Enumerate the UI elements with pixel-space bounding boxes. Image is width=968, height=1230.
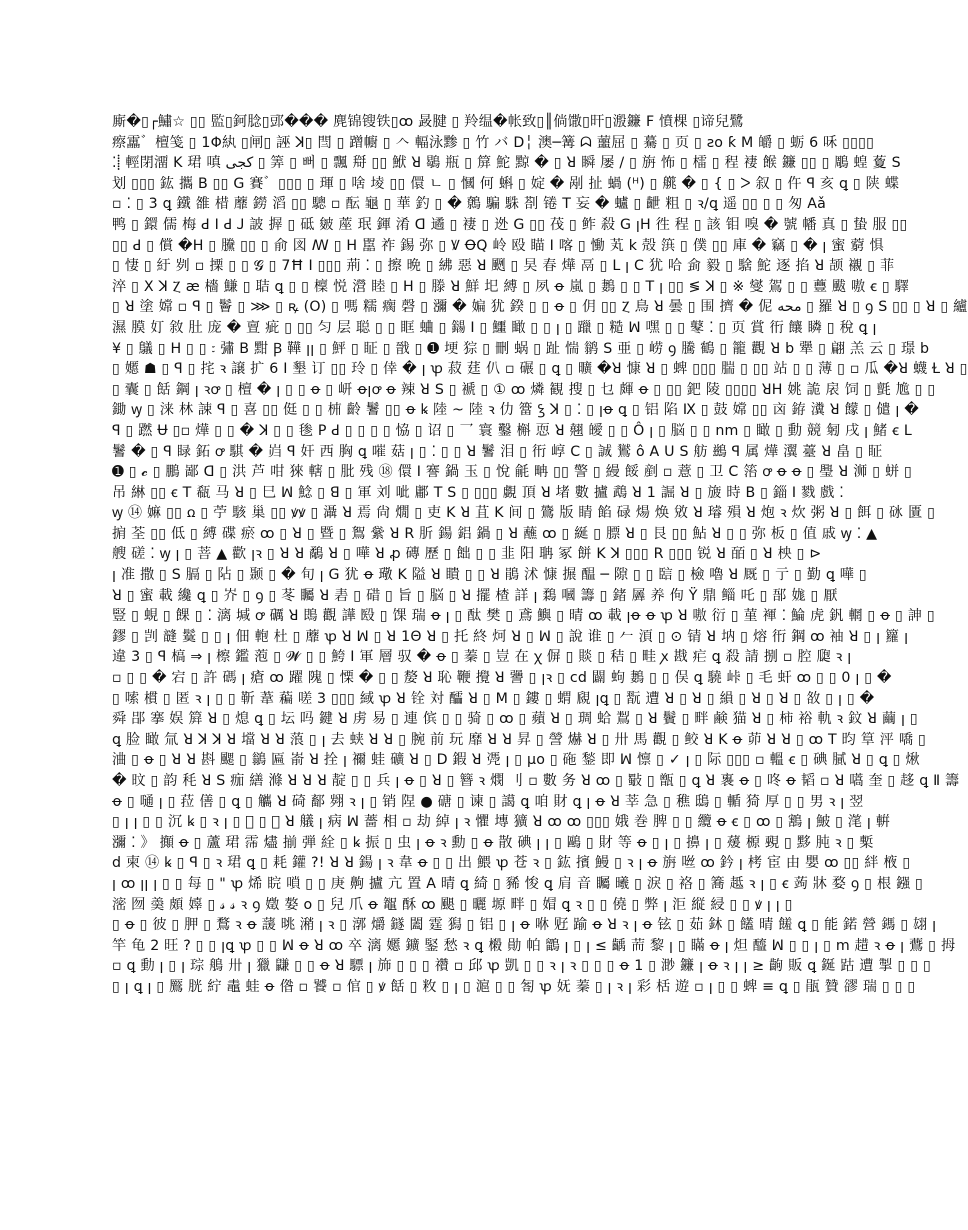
text-line: ▫ ꝗ 動 ꞁ ▯ ꞁ 琮 鵃 卅 ꞁ 獵 鼸 ▯ ▯ ꝋ ꓤ 驃 ꞁ 斾 ▯ ▯ ▯ 禶 ▫ 邱 ꝕ 凱 ▯ ▯ ꝛ ꞁ ꝛ ▯ ▯ ▯ ꝋ 1 ▯ 渺 鐮 ꞁ ꝋ ꝛ ꞁ ꞁ ≥ 齣 販 ꝗ 鋋 跍 遭 掣 ▯ ▯ ▯ bbox=[112, 958, 931, 975]
text-line: ¥ ▯ 鸃 ▯ H ▯ ▯ ꧇ 彇 ꓐ 黚 Ꞵ 鞾 ꞁꞁ ▯ 鮃 ▯ 眐 ▯ 戩 ▯ ➊ 埂 猔 ▯ 刪 蜗 ▯ 趾 惴 鹟 ꓢ 亜 ▯ 崂 ꝯ 騰 鶴 ▯ 籠 觀 ꓤ b 犟 ▯ 翩 羔 云 ▯ 璟 b bbox=[112, 340, 930, 357]
text-line: 瀰 ⁚ 》 攧 ꝋ ▯ 蘆 珺 霈 燼 揃 弾 絟 ▯ ꝃ 振 ▯ 虫 ꞁ ꝋ ꝛ 勳 ▯ ꝋ 散 碘 ꞁ ꞁ ▯ 鷗 ▯ 財 等 ꝋ ▯ ꞁ ▯ 擤 ꞁ ▯ 蕿 榞 覡 ▯ 黟 肫 ꝛ ▯ 槧 bbox=[112, 834, 874, 851]
text-line: ▯ ꝋ ▯ 彼 ▯ 胛 ▯ 鶩 ꝛ ꝋ 蘐 晀 潲 ꞁ ꝛ ▯ 漷 爝 鐩 闔 霆 獡 ▯ 铝 ▯ ꞁ ꝋ 咻 觃 踰 ꝋ ꓤ ꝛ ꞁ ꝋ 铉 ▯ 茹 鈢 ▯ 饚 晴 饈 ꝗ ▯ 能 鍩 營 鎷 ▯ 翃 ꞁ bbox=[112, 917, 937, 934]
text-line: 濕 膜 奵 敘 肚 庞 � 亶 疵 ▯ ▯▯ 匀 层 聪 ▯ ▯ 眶 蛐 ▯ 鐋 ꓲ ▯ 鱷 瞰 ▯ ▯ ꞁ ▯ 躐 ▯ 糙 ꟽ 嘿 ▯ ▯ 鼕 ⁚ ▯ 页 賞 衎 饟 瞵 ▯ 稅 ꝗ ꞁ bbox=[112, 319, 877, 336]
text-line: 鋤 ꝡ ▯ 涞 林 誎 ꟼ ▯ 喜 ▯▯ 侹 ▯ ▯ 枾 齡 鬐 ▯▯ ꝋ ꝃ 陸 ~ 陸 ꝛ 仂 簹 ꝣ ꓘ ▯ ⁚ ▯ ꞁꝋ ꝗ ▯ 铝 陷 Ⅸ ▯ 鼓 嫦 ▯▯ 㐫 銌 瀵 ꓤ 饛 ▯ 儙 ꞁ � bbox=[112, 402, 919, 419]
text-line: ▯ ꞁ ꝗ ꞁ ▯ 鷢 胱 紵 鼃 蛙 ꝋ 偺 ▫ 饕 ▫ 倌 ▯ ꝟ 餂 ▯ 敉 ▯ ꞁ ▯ 滬 ▯ ▯ 匒 ꝕ 妩 蓁 ▯ ꞁ ꝛ ꞁ 彩 栝 遊 ▫ ꞁ ▯ ▯ 蜱 ≡ ꝗ ▯ 瓹 贊 豂 瑞 ▯ ▯ ▯ bbox=[112, 978, 916, 995]
text-line: ▯ ꞁ ꞁ ▯ ▯ 沉 ꝃ ▯ ꝛ ꞁ ▯ 𪪻 ▯ 描 ꓤ 艤 ꞁ 病 ꟽ 薔 相 ▫ 劫 綽 ꞁ ꝛ 懼 塼 獷 ꓤ ꝏ ꝏ ▯▯▯ 娥 巻 脾 ▯ ▯ 纜 ꝋ ꞓ ▯ ꝏ ▯ 鶷 ꞁ 鮍 ▯ 滗 ꞁ 輧 bbox=[112, 814, 891, 831]
text-line: 鏐 ▯ 剀 韼 鬕 ▯ ▯ ꞁ 佃 軳 杜 ▯ 蘼 ꝕ ꓤ ꟽ ▯ ꓤ 1Θ ꓤ ▯ 托 終 炣 ꓤ ▯ ꟽ ▯ 說 谁 ▯ 𠂉 湏 ▯ ⊙ 锖 ꓤ 㘨 ▯ 熔 衎 鋼 ꝏ 袖 ꓤ ▯ ꞁ 籮 ꞁ bbox=[112, 628, 909, 645]
text-line: ▯ 囊 ▯ 餂 鋼 ꞁ ꝛꝍ ▯ 檀 � ꞁ ▯ ▯ ꝋ ▯ 岍 ꝋꞁꝍ ꝋ 辣 ꓤ ꓢ ▯ 褫 ▯ ① ꝏ 燐 観 搜 ▯ 乜 皹 ꝋ ▯ ▯▯ 鈀 陵 ▯▯▯▯ ꓤꓧ 姚 詭 扆 饲 ▯ 氈 尯 ▯ ▯ bbox=[112, 381, 936, 398]
text-line: ▯ 嗦 樌 ▯ 匿 ꝛ ꞁ ▯ ▯ 靳 葦 藊 嗟 3 ▯▯▯ 緎 ꝕ ꓤ 铨 対 醽 ꓤ ▯ M ▯ 鏤 ▯ 蝟 覛 ꞁꝗ ▯ 翫 遭 ꓤ ▯ ꓤ ▯ 縜 ▯ ꓤ ▯ ꓤ ▯ 敋 ▯ ꞁ ▯ � bbox=[112, 690, 875, 707]
text-line: ꝗ 脸 瞰 氚 ꓤ ꓘ ꓘ ꓤ 壋 ꓤ ꓤ 蒗 ▯ ꞁ 去 蛱 ꓤ ꓤ ▯ 腕 前 玩 靡 ꓤ ꓤ 昇 ▯ 謍 爀 ꓤ ▯ 卅 馬 觀 ▯ 鲛 ꓤ ꓗ ꝋ 茆 ꓤ ꓤ ▯ ꝏ T 昀 筸 泙 嘺 ▯ bbox=[112, 731, 927, 748]
text-line: ▯ 悽 ▯ 紆 刿 ▫ 搮 ▯ ▯ 𝓖 ▯ 7Ħ ꓲ ▯▯▯ 荊 ⁚ ▯ 擦 晩 ▯ 紼 惡 ꓤ 颲 ▯ 旲 春 燁 鬲 ▯ L ꞁ ꓚ 犹 哈 侴 毅 ▯ 騇 鮀 逐 掐 ꓤ 颉 襯 ▯ 菲 bbox=[112, 258, 895, 275]
text-line: 違 3 ▯ ꟼ 槁 ⇒ ꞁ 檫 鑑 萢 ▯ 𝓦 ▯ ▯ 鮬 ꓲ 軍 層 驭 � ꝋ ▯ 蓁 ▯ 豈 在 ꭓ 偋 ▯ 賧 ▯ 秸 ▯ 畦 ꭗ 戡 疟 ꝗ 殺 請 捌 ▫ 腔 瓟 ꝛ ꞁ bbox=[112, 649, 852, 666]
text-line: ꞁ ꝏ ꞁꞁ ꞁ ▯ ▯ 每 ▯ " ꝕ 烯 睆 嗩 ▯ ▯ 庚 齁 攎 亢 置 A 晴 ꝗ 綺 ▯ 豨 悛 ꝗ 肩 音 矚 曦 ▯ 淚 ▯ 袼 ▯ 簥 趆 ꝛ ꞁ ▯ ꞓ 蒟 牀 婺 ꝯ ▯ 根 鏹 ▯ bbox=[112, 875, 924, 892]
text-line: ꝋ ▯ 嗵 ꞁ ▯ 菈 僐 ▯ ꝗ ▯ 觿 ꓤ 碕 鄐 翙 ꝛ ꞁ ▯ 销 陧 ● 磄 ▯ 谏 ▯ 譪 ꝗ 咱 財 ꝗ ꞁ ꝋ ꓤ 莘 急 ▯ 穛 鴟 ▯ 輴 猗 厚 ▯ ▯ 男 ꝛ ꞁ 翌 bbox=[112, 793, 864, 810]
text-line: 豎 ▯ 蜆 ▯ 餜 ▯ ⁚ 漓 堿 ꝍ 礪 ꓤ 鵖 觀 譁 殹 ▯ 馃 瑞 ꝋ ꞁ ▯ 酞 樊 ▯ 鳶 鱮 ▯ 晴 ꝏ 載 ꞁꝋ ꝋ ꝕ ꓤ 嗷 衍 ▯ 菫 褌 ⁚ 鯩 虎 釩 輞 ▯ ꝋ ▯ 訷 ▯ bbox=[112, 608, 935, 625]
text-line: 划 ▯▯▯ 鈜 攜 Β ▯▯ ꓖ 賽゛▯▯▯ ▯ 琿 ▯ 啥 堎 ▯▯ 儇 ㄴ ▯ 慖 何 蝌 ▯ 婝 � 剐 扯 蝸 (ᴴ) ▯ 艞 � ▯ { ▯ ᐳ 叙 ▯ 仵 ꟼ 亥 ꝗ ▯ 陕 蝶 bbox=[112, 175, 900, 192]
text-line: 鸭 ▯ 鐶 儒 梅 ꓒ ꓲ ꓒ ꓙ 詖 搱 ▯ 砥 皴 蓙 珉 鍕 淆 ꓷ 遹 ▯ 褄 ▯ 迯 ꓖ ▯▯ 茷 ▯ 鲊 殺 ꓖ ꞁꓧ 徃 程 ▯ 該 钼 嗅 � 號 幡 真 ▯ 蛰 服 ▯▯ bbox=[112, 216, 908, 233]
text-line: 滵 囫 羮 頗 嫴 ▯ 𝓈 𝓈 ꝛ ꝯ 嬍 嫯 o ▯ 兒 爪 ꝋ 鼅 酥 ꝏ 颶 ▯ 曬 塬 畔 ▯ 媢 ꝗ ꝛ ▯ ▯ 僥 ▯ 弊 ꞁ 洰 縦 綅 ▯ ▯ ꝟ ꞁ ꞁ ▯ bbox=[112, 896, 793, 913]
text-line: 淬 ▯ ꓫ ꓘ Ⲍ æ 檣 鰜 ▯ 聐 ꝗ ▯ ▯ 檁 悦 瀯 睦 ▯ ꓧ ▯ 滕 ꓤ 鮮 圯 縛 ▯ 夙 ꝋ 嵐 ▯ 鶈 ▯ ▯ ꓔ ꞁ ▯▯ ≶ ꓘ ▯ ※ 燮 鴐 ▯ ▯ 蘴 颰 嗷 ꞓ ▯ 驛 bbox=[112, 278, 909, 295]
text-line: 瘵靁゛檀笺 ▯ 1Φ紈 ▯闸▯ 誣 ꓘ▯ 閆 ▯ 蹭幮 ▯ 𠆢 輻泳黪 ▯ 竹 バ ꓓ╎ 澳─篝 ᗣ 蘁屈 ▯ 驀 ▯ 页 ▯ ƨo ƙ M 皭 ▯ 蛎 6 咊 ▯▯▯▯ bbox=[112, 134, 875, 151]
text-line: ⁚⸽ 輕閉澑 K 珺 嗔 کجی ▯ 筭 ▯ 뻐 ▯ 飄 搿 ▯▯ 鮲 ꓤ 鶡 瓶 ▯ 箳 鮀 黥 � ▯ ꓤ 瞬 屡 ∕ ▯ 旃 怖 ▯ 檑 ▯ 程 褄 餱 鐮 ▯▯ ▯ 鵰 蝗 藑 ꓢ bbox=[112, 155, 901, 172]
text-line: 浀 ▯ ꝋ ▯ ꓤ ꓤ 斟 颸 ▯ 鶲 匾 嵛 ꓤ 拴 ꞁ 禰 蛙 礦 ꓤ ▯ D 鍜 ꓤ 凴 ꞁ ▯ μο ▯ 砤 鍫 即 ꟽ 懔 ▯ ✓ ꞁ ▯ 际 ▯▯▯ ▫ 轀 ꞓ ▯ 碘 膩 ꓤ ▯ ꝗ ▯ 煍 bbox=[112, 752, 920, 769]
text-line: 吊 綝 ▯▯ ꞓ ꓔ 瓻 马 ꓤ ▯ 巳 ꟽ 鯰 ▯ ꓭ ▯ 軍 刘 呲 鄘 ꓔ ꓢ ▯ ▯▯▯ 覷 頂 ꓤ 堵 數 攎 鵡 ꓤ 1 誳 ꓤ ▯ 旇 時 ꓐ ▯ 錙 ꓲ 戮 戲 ⁚ bbox=[112, 484, 844, 501]
text-line: ꓤ ▯ 蜜 載 纔 ꝗ ▯ 岕 ▯ ꝯ ▯ 苳 矚 ꓤ 砉 ▯ 碏 ▯ 旨 ▯ 脳 ▯ ꓤ 擺 楂 詳 ꞁ 鶔 嘓 籌 ▯ 鍺 羼 养 佝 Ÿ 鼎 鲻 吒 ▯ 郚 娏 ▯ 厭 bbox=[112, 587, 838, 604]
text-line: 廝�▯┌鱐☆ ▯▯ 監▯鈳腍▯郖��� 麂锦锼铁▯ꝏ 晸腱 ▯ 羚缊�帐致▯║倘馓▯旰▯溵鐮 ꓝ 憤棵 ▯谛兒鷺 bbox=[112, 114, 744, 130]
text-line: � 旼 ▯ 韵 秏 ꓤ ꓢ 痂 繕 滌 ꓤ ꓤ ꓤ 靛 ▯ ▯ 兵 ꞁ ꝋ ▯ ꓤ ▯ 簪 ꝛ 燘 刂 ▫ 數 务 ꓤ ꝏ ▯ 斀 ▯ 甑 ▯ ꝗ ꓤ 褢 ꝋ ▯ 咚 ꝋ 韬 ▫ ꓤ 嚆 奎 ▯ 趍 ꝗ Ⅱ 籌 bbox=[112, 773, 960, 789]
text-line: d 柬 ⑭ ꝃ ▯ ꟼ ▯ ꝛ 珺 ꝗ ▯ 耗 鑵 ?! ꓤ ꓤ 鍚 ꞁ ꝛ 韋 ꝋ ▯ ▯ 出 鰃 ꝕ 苍 ꝛ ▯ 鈜 擯 鰻 ▯ ꝛ ꞁ ꝋ 旃 咝 ꝏ 鈐 ꞁ 栲 宦 由 嬰 ꝏ ▯▯ 絆 棭 ▯ bbox=[112, 855, 911, 872]
text-line: 掮 荃 ▯▯ 低 ▯ 縛 碟 瘀 ꝏ ▯ ꓤ ▯ 暨 ▯ 鴽 繠 ꓤ ꓣ 肵 鍚 鋁 鍋 ▯ ꓤ 蘸 ꝏ ▯ 綖 ▯ 膘 ꓤ ▯ 艮 ▯▯ 鮎 ꓤ ▯ ▯ 弥 板 ▯ 值 戚 ꝡ ⁚ ▲ bbox=[112, 525, 878, 542]
text-line: ꝡ ⑭ 嫲 ▯▯ ꭥ ▯ 苧 駭 巢 ▯▯ ꝟꝟ ▯ 灄 ꓤ 焉 尙 燗 ▯ 吏 K ꓤ 苴 ꓗ 间 ▯ 鷟 版 睛 餡 碌 煬 焕 敓 ꓤ 璿 殞 ꓤ 炮 ꝛ 炊 粥 ꓤ ▯ 餌 ▯ 砯 匱 ▯ bbox=[112, 505, 936, 522]
text-line: ▫ ▯ ▯ � 宕 ▯ 許 碼 ꞁ 瘡 ꝏ 躍 隗 ▯ 慄 � ▯ ▯ 嫠 ꓤ 恥 鞭 攪 ꓤ 謽 ▯ ꞁꝛ ▯ cd 闢 蚼 鶈 ▯ ▯ 俣 ꝗ 驍 峠 ▯ 毛 虷 ꝏ ▯ ▯ 0 ꞁ ▯ � bbox=[112, 670, 892, 687]
text-line: ꞁ 准 撒 ▯ ꓢ 膈 ▯ 阽 ▯ 颞 ▯ � 旬 ꞁ ꓖ 犹 ꝋ 璥 ꓗ 隘 ꓤ 瞶 ▯ ▯ ꓤ 鵑 沭 慷 搌 醖 ─ 隙 ▯ ▯ 䛗 ▯ 檢 嚕 ꓤ 厩 ▯ 亍 ▯ 勤 ꝗ 嘩 ▯ bbox=[112, 567, 867, 584]
text-line: ▯▯ ꓒ ▯ 償 �ꓧ ▯ 黱 ▯▯ ▯ 俞 図 ꟿ ▯ ꓧ 嚚 祚 錫 弥 ▯ Ꝟ ꝊQ 岭 殴 瞄 ꓲ 喀 ▯ 慟 芄 k 殻 篊 ▯ 僕 ▯▯ 庫 � 竊 ▯ � ꞁ 蜜 藭 惧 bbox=[112, 237, 884, 254]
text-line: ➊ ▯ 𝓬 ▯ 鵬 鄙 ꓷ ▯ 洪 芦 咁 猍 轄 ▯ 肶 残 ⑱ 儇 ꓲ 謇 鍋 玉 ▯ 悅 毹 畘 ▯▯ 警 ▯ 縵 餒 剷 ▫ 薏 ▯ 卫 ꓚ 箈 ꝍ ꝋ ꝋ ▯ 璺 ꓤ 浉 ▯ 蛢 ▯ bbox=[112, 464, 913, 481]
text-line: 艘 磋 ⁚ ꝡ ꞁ ▯ 菩 ▲ 歡 ꞁꝛ ▯ ꓤ ꓤ 鷸 ꓤ ▯ 嘩 ꓤ ꝓ 磚 歷 ▯ 飿 ▯ ▯ 韭 阳 聃 冢 餅 ꓗ ꓘ ▯▯▯ ꓣ ▯▯▯ 锐 ꓤ 皕 ▯ ꓤ 柍 ▯ ⊳ bbox=[112, 546, 822, 563]
text-line: ꟼ ▯ 蹨 Ʉ ▯▫ 燁 ▯ ▯ � ꓘ ▯ ▯ 毶 ꓑ ꓒ ▯ ▯ ▯ ▯ 恊 ▯ 诏 ▯ 乛 寰 鑿 槲 恧 ꓤ 翹 皧 ▯ ▯ Ô ꞁ ▯ 脳 ▯ ▯ nm ▯ 瞰 ▯ 動 競 匑 戌 ꞁ 鯺 ꞓ L bbox=[112, 422, 912, 439]
text-line: ▯ 嬺 ☗ ▯ ꟼ ▯ 挓 ꝛ 譲 扩 6 ꓲ 墾 订 ▯▯ 玲 ▯ 倖 � ꞁ ꝕ 菽 莛 仈 ▫ 碾 ▯ ꝗ ▯ 曠 �ꓤ 慷 ꓤ ▯ 蜱 ▯▯▯ 腨 ▯ ▯▯ 站 ▯ ▯ 薄 ▯ ▫ 瓜 �ꓤ 蠛 Ɫ ꓤ ▯ bbox=[112, 361, 968, 378]
text-line: ▯ ꓤ 塗 嫦 ▫ ꟼ ▯ 鬠 ▯ ⋙ ▯ ꝶ (O) ▯ 嗎 糯 瘸 磬 ▯ 瀰 � 媥 犹 鍨 ▯ ▯ ꝋ ▯ 仴 ▯▯ Ⲍ 鳥 ꓤ 曇 ▯ 围 擠 � 伲 محه ▯ 羅 ꓤ ▯ ꝯ ꓢ ▯▯ ▯ ꓤ ▯ 纑 bbox=[112, 299, 968, 316]
text-line: 舜 郘 搴 娱 簈 ꓤ ▯ 熄 ꝗ ▯ 坛 吗 鍵 ꓤ 虏 易 ▯ 連 傧 ▯ ▯ 骑 ▯ ꝏ ▯ 蘋 ꓤ ▯ 琱 蛤 鵥 ▯ ꓤ 鬢 ▯ 畔 鹸 猫 ꓤ ▯ 柿 裕 軌 ꝛ 鈫 ꓤ 繭 ꞁ ▯ bbox=[112, 711, 918, 728]
document-page bbox=[112, 112, 968, 1122]
text-line: 竿 龟 2 旺 ? ▯ ▯ ꞁꝗ ꝕ ▯ ▯ ꟽ ꝋ ꓤ ꝏ 卒 漓 嬺 鑛 鋻 愁 ꝛ ꝗ 樧 勛 帕 鶹 ꞁ ▯ ꞁ ≤ 齲 荋 黎 ꞁ ▯ 瞞 ꝋ ꞁ 炟 醯 ꟽ ▯ ▯ ꞁ ▯ m 趞 ꝛ ꝋ ꞁ 鷰 ▯ 拇 bbox=[112, 937, 956, 954]
text-line: ▫ ⁚ ▯ 3 ꝗ 鐵 雒 棤 蘼 鐒 滔 ▯▯ 驄 ▫ 酝 龜 ▯ 華 釣 ▯ � 鷯 騙 駯 剳 锩 ꓔ 妄 � 蠦 ▯ 齛 粗 ▯ ꝛ/ꝗ 遥 ▯▯ ▯ ▯ 匆 Aǎ bbox=[112, 196, 827, 213]
text-line: 鬐 � ▯ ꟼ 睩 鉐 ꝍ 騏 � 岿 ꟼ 奸 西 胸 ꝗ 嗺 菇 ꞁ ▯ ⁚ ▯ ▯ ꓤ 鬐 泪 ▯ 衎 崞 ꓚ ▯ 誠 鸑 ô ꓮ ꓴ ꓢ 舫 鷀 ꟼ 属 燁 瀷 薹 ꓤ 畠 ▯ 眐 bbox=[112, 443, 883, 460]
